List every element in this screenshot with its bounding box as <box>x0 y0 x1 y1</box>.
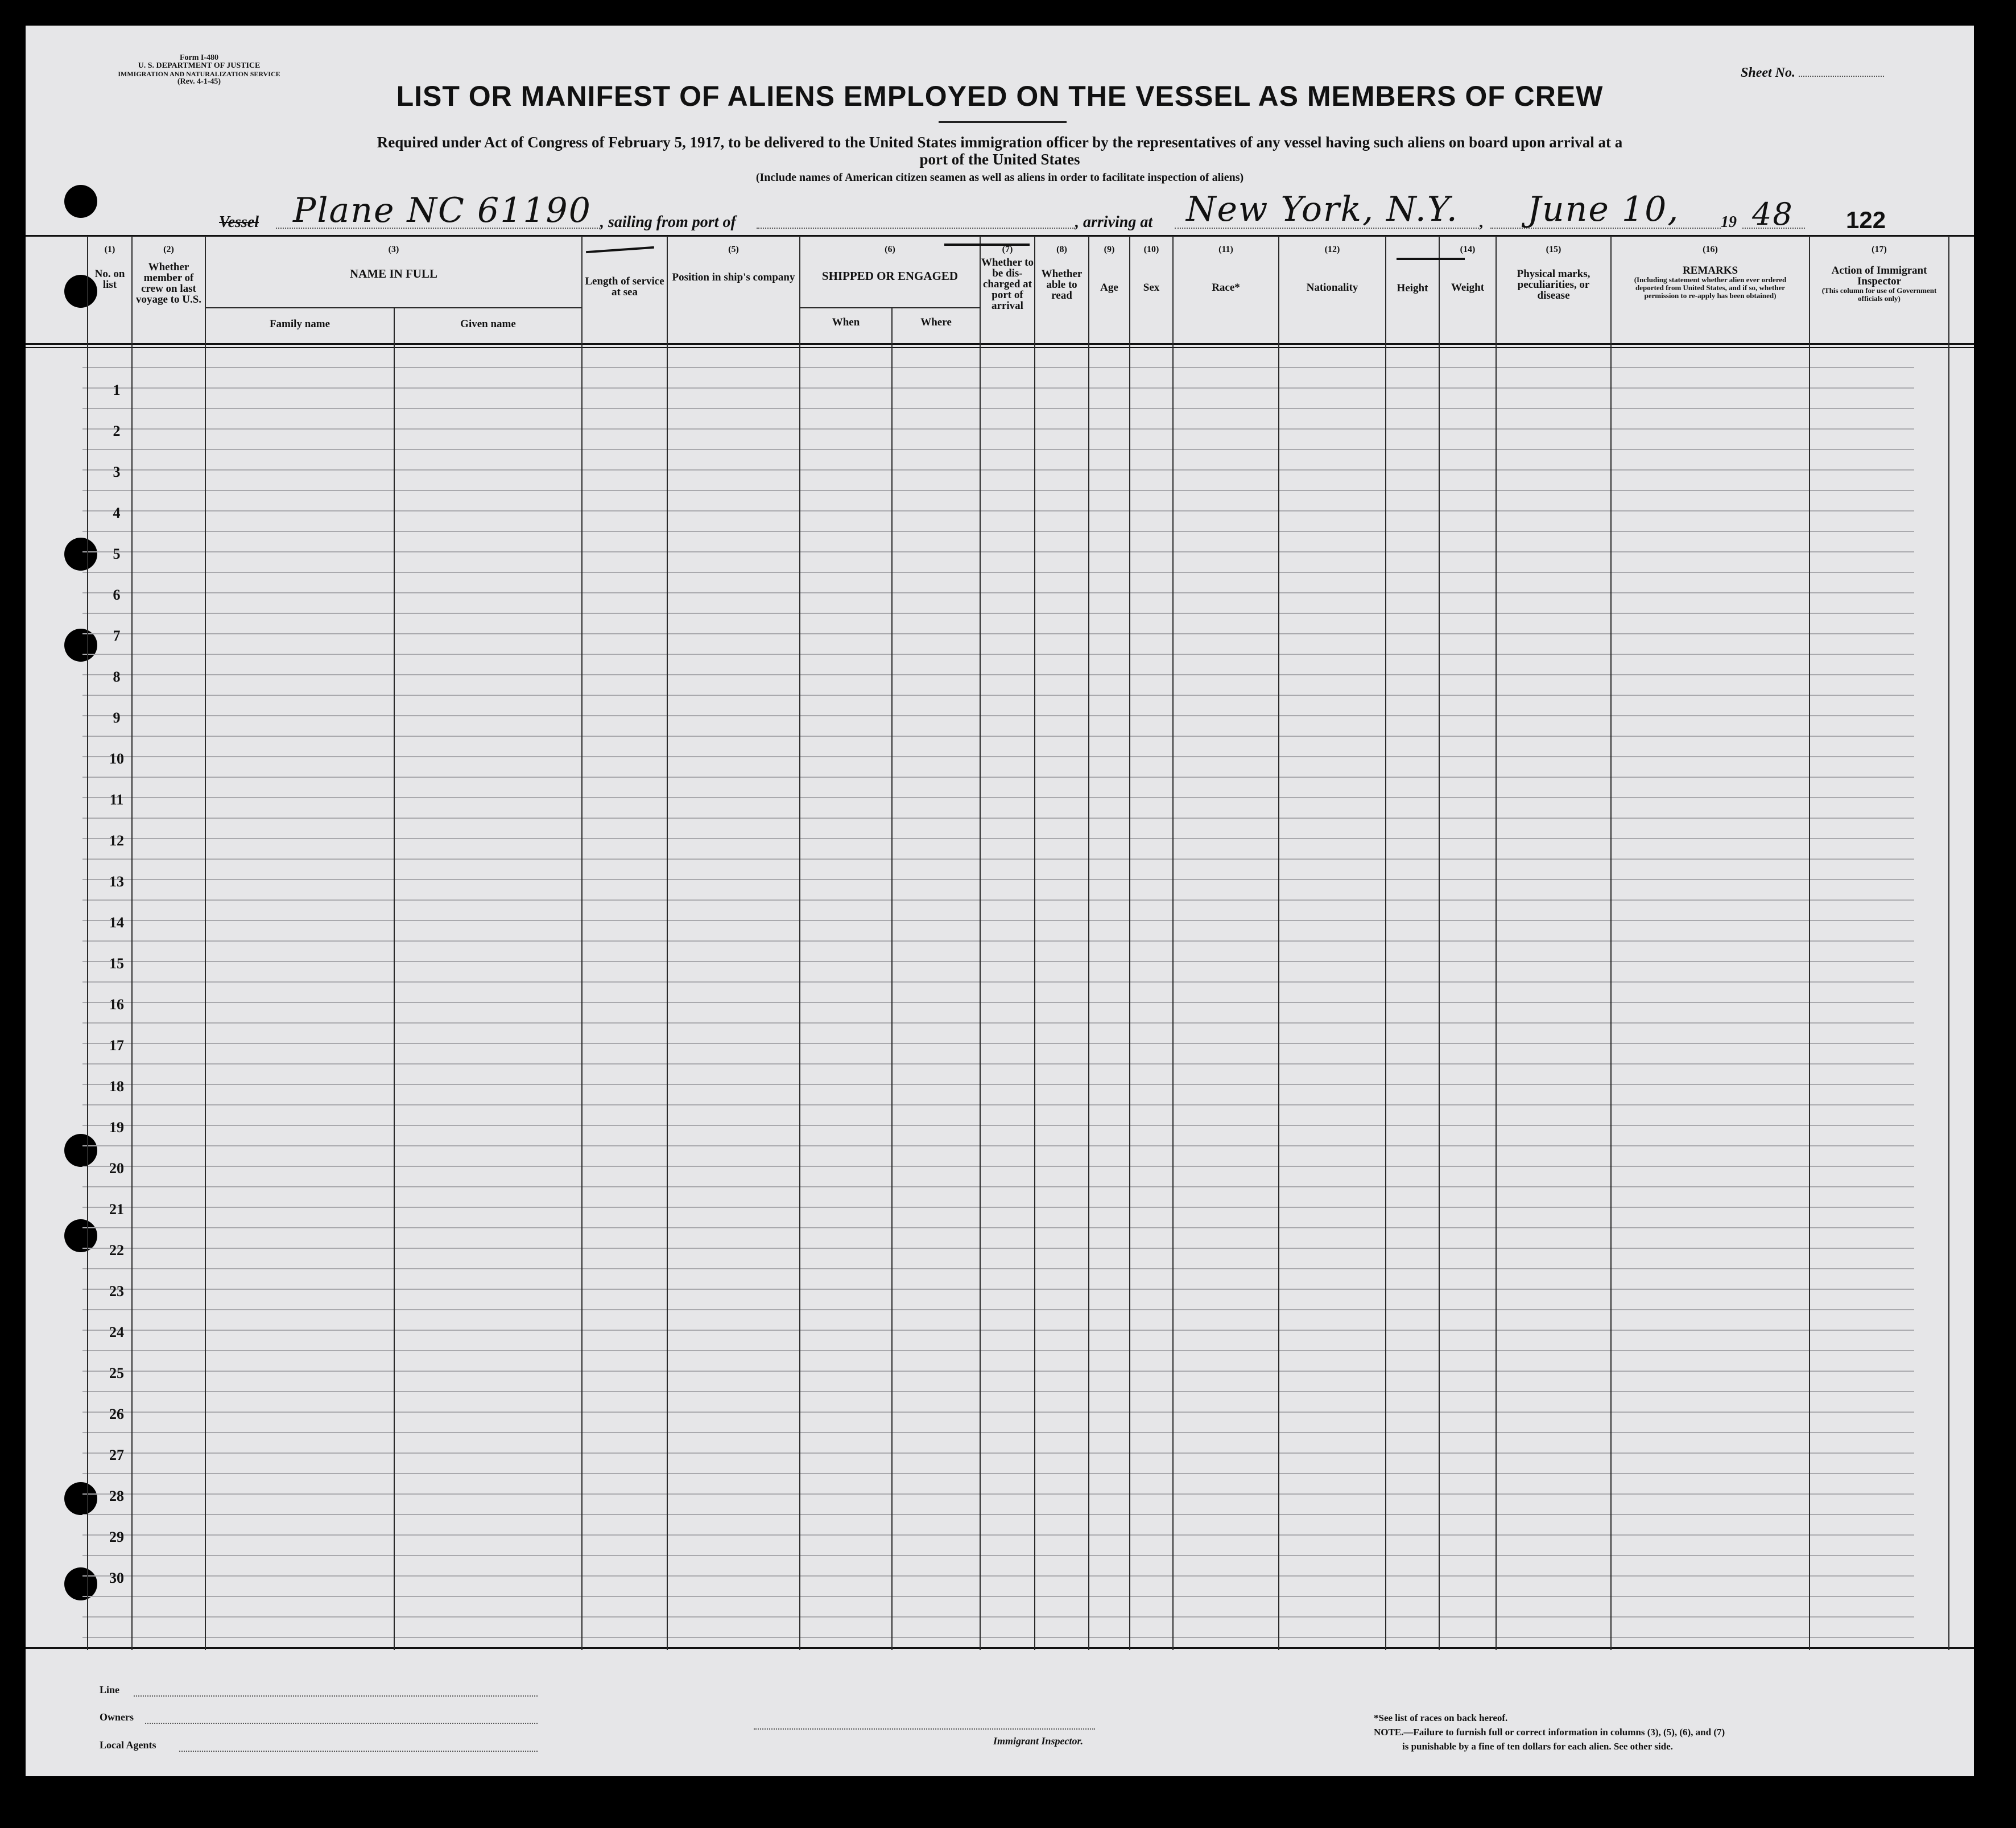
col-11-header <box>1174 245 1278 293</box>
ruled-line <box>82 859 1914 860</box>
col-15-label: Physical marks, peculiarities, or disease <box>1517 268 1591 302</box>
row-number: 27 <box>109 1447 124 1463</box>
col-8-label: Whether able to read <box>1041 268 1083 302</box>
line-field[interactable] <box>134 1695 538 1697</box>
col-divider <box>667 236 668 1650</box>
col-divider <box>1088 236 1089 1650</box>
inspector-label: Immigrant Inspector. <box>993 1735 1084 1747</box>
col-15-header <box>1497 245 1610 301</box>
row-number: 20 <box>109 1160 124 1177</box>
col-divider <box>1439 236 1440 1650</box>
ruled-line <box>82 1473 1914 1474</box>
row-number: 13 <box>109 873 124 890</box>
ruled-line <box>82 1575 1914 1577</box>
col-3-header <box>206 245 581 279</box>
col-11-number: (11) <box>1218 245 1233 254</box>
col-10-number: (10) <box>1143 245 1159 254</box>
row-number: 12 <box>109 832 124 849</box>
ruled-line <box>82 1104 1914 1105</box>
col-9-number: (9) <box>1104 245 1115 254</box>
where-header: Where <box>920 316 952 328</box>
title-rule <box>939 121 1067 123</box>
sailing-port-field[interactable] <box>757 228 1075 229</box>
row-number: 30 <box>109 1570 124 1586</box>
col-12-number: (12) <box>1324 245 1340 254</box>
col-divider <box>394 307 395 1650</box>
footer-owners-label: Owners <box>100 1711 134 1723</box>
form-rev: (Rev. 4-1-45) <box>177 77 221 86</box>
col-2-header <box>133 245 205 305</box>
date-value: June 10, <box>1527 189 1680 229</box>
ruled-line <box>82 1309 1914 1310</box>
col-17-note: (This column for use of Government officials only) <box>1821 286 1937 303</box>
ruled-line <box>82 1186 1914 1187</box>
col-3-label: NAME IN FULL <box>349 267 437 280</box>
ruled-line <box>82 613 1914 614</box>
ruled-line <box>82 1166 1914 1167</box>
col-14-label: Weight <box>1451 282 1485 294</box>
ruled-line <box>82 1637 1914 1638</box>
col-11-label: Race* <box>1212 282 1240 294</box>
col-1-number: (1) <box>104 245 115 254</box>
col-divider <box>1809 236 1810 1650</box>
col-9-header <box>1089 245 1129 293</box>
ruled-line <box>82 1145 1914 1146</box>
ruled-line <box>82 1022 1914 1024</box>
year-value: 48 <box>1752 196 1794 232</box>
ruled-line <box>82 1493 1914 1495</box>
col-10-label: Sex <box>1143 282 1160 294</box>
subtitle <box>71 134 1928 168</box>
page-title: LIST OR MANIFEST OF ALIENS EMPLOYED ON THE VESSEL AS MEMBERS OF CREW <box>396 80 1604 112</box>
row-number: 28 <box>109 1488 124 1504</box>
ruled-line <box>82 1371 1914 1372</box>
subtitle-note: (Include names of American citizen seamen as well as aliens in order to facilitate inspection of aliens) <box>755 171 1244 184</box>
ruled-line <box>82 572 1914 573</box>
ruled-line <box>82 633 1914 634</box>
col-8-number: (8) <box>1056 245 1067 254</box>
footer-owners <box>100 1711 134 1723</box>
row-number: 26 <box>109 1406 124 1422</box>
row-number: 11 <box>109 791 124 808</box>
row-number: 4 <box>113 505 121 521</box>
sailing-label: , sailing from port of <box>600 213 736 231</box>
col-15-number: (15) <box>1546 245 1561 254</box>
col-5-header <box>668 245 799 283</box>
col-divider <box>581 236 583 1650</box>
col-12-header <box>1279 245 1385 293</box>
subtitle-line-1: Required under Act of Congress of February 5, 1917, to be delivered to the United States immigration officer by the representatives of any vessel having such aliens on board upon arrival at a <box>377 134 1623 151</box>
ruled-line <box>82 490 1914 491</box>
col-1-header <box>88 245 131 290</box>
manifest-sheet <box>26 26 1974 1776</box>
row-number: 24 <box>109 1324 124 1340</box>
ruled-line <box>82 1125 1914 1126</box>
row-number: 29 <box>109 1529 124 1545</box>
ruled-line <box>82 592 1914 593</box>
penalty-note-2: is punishable by a fine of ten dollars for each alien. See other side. <box>1402 1741 1673 1752</box>
ruled-line <box>82 387 1914 389</box>
sheet-number-label: Sheet No. <box>1741 65 1795 80</box>
col-14-number: (14) <box>1460 245 1476 254</box>
ruled-line <box>82 1412 1914 1413</box>
ruled-line <box>82 1207 1914 1208</box>
ruled-line <box>82 940 1914 942</box>
col-6-header <box>800 245 980 282</box>
ruled-line <box>82 899 1914 901</box>
ruled-line <box>82 1227 1914 1228</box>
col-divider <box>1496 236 1497 1650</box>
ruled-line <box>82 551 1914 552</box>
ruled-line <box>82 1084 1914 1085</box>
ruled-line <box>82 531 1914 532</box>
row-number: 5 <box>113 546 121 562</box>
col-divider <box>1034 236 1035 1650</box>
col-17-label: Action of Immigrant Inspector <box>1831 265 1927 287</box>
ruled-line <box>82 510 1914 511</box>
penalty-note-1: NOTE.—Failure to furnish full or correct information in columns (3), (5), (6), and (7) <box>1374 1727 1725 1738</box>
ruled-line <box>82 777 1914 778</box>
ruled-line <box>82 1248 1914 1249</box>
form-dept: U. S. DEPARTMENT OF JUSTICE <box>138 61 261 70</box>
row-number: 2 <box>113 423 121 439</box>
col-17-header <box>1810 245 1948 303</box>
col-7-header <box>981 245 1034 311</box>
punch-hole <box>64 1482 97 1515</box>
vessel-label <box>219 213 259 232</box>
ruled-line <box>82 1043 1914 1044</box>
ruled-line <box>82 1289 1914 1290</box>
col-divider <box>87 236 88 1650</box>
year-prefix: 19 <box>1721 213 1737 231</box>
col-3-number: (3) <box>388 245 399 254</box>
row-number: 3 <box>113 464 121 480</box>
footer-line <box>100 1684 119 1696</box>
col-7-label: Whether to be dis-charged at port of arrival <box>981 257 1034 312</box>
row-number: 23 <box>109 1283 124 1299</box>
ruled-line <box>82 408 1914 409</box>
ruled-line <box>82 449 1914 450</box>
ruled-line <box>82 1453 1914 1454</box>
row-number: 21 <box>109 1201 124 1218</box>
footer-agents-label: Local Agents <box>100 1739 156 1751</box>
col-2-label: Whether member of crew on last voyage to U.S. <box>135 261 202 306</box>
table-top-border <box>26 235 1974 237</box>
row-number: 16 <box>109 996 124 1013</box>
ruled-line <box>82 674 1914 675</box>
col-6-number: (6) <box>885 245 895 254</box>
footer-line-label: Line <box>100 1684 120 1695</box>
table-bottom-border <box>26 1647 1974 1649</box>
ruled-line <box>82 1330 1914 1331</box>
col-divider <box>205 236 206 1650</box>
col-divider <box>1610 236 1612 1650</box>
row-number: 15 <box>109 955 124 972</box>
col-16-note: (Including statement whether alien ever ordered deported from United States, and if so, whether permission to re-apply has been obtained) <box>1634 275 1787 300</box>
ruled-line <box>82 838 1914 839</box>
sheet-number-field[interactable] <box>1799 76 1884 77</box>
punch-hole <box>64 185 97 218</box>
row-number: 17 <box>109 1037 124 1054</box>
col-1-label: No. on list <box>94 268 125 291</box>
shipped-subheader-rule <box>799 307 980 308</box>
col-divider <box>1385 236 1386 1650</box>
col-12-label: Nationality <box>1306 282 1358 294</box>
races-note: *See list of races on back hereof. <box>1374 1713 1508 1723</box>
ruled-line <box>82 961 1914 962</box>
row-number: 25 <box>109 1365 124 1381</box>
ruled-line <box>82 1596 1914 1597</box>
arriving-label: , arriving at <box>1075 213 1153 231</box>
row-number: 14 <box>109 914 124 931</box>
col-divider <box>1172 236 1174 1650</box>
col-2-number: (2) <box>163 245 174 254</box>
col-divider <box>131 236 133 1650</box>
row-number: 10 <box>109 750 124 767</box>
ruled-line <box>82 654 1914 655</box>
col-8-header <box>1035 245 1088 301</box>
row-number: 19 <box>109 1119 124 1136</box>
ruled-line <box>82 1534 1914 1536</box>
col-16-label: REMARKS <box>1682 265 1738 277</box>
inspector-signature-field[interactable] <box>754 1728 1095 1730</box>
vessel-value: Plane NC 61190 <box>293 191 592 230</box>
row-number: 18 <box>109 1078 124 1095</box>
row-number: 6 <box>113 587 121 603</box>
footer-agents <box>100 1739 156 1751</box>
col-16-header <box>1612 245 1809 300</box>
col-9-label: Age <box>1100 282 1118 294</box>
stamp-number: 122 <box>1846 207 1886 233</box>
owners-field[interactable] <box>145 1723 538 1724</box>
local-agents-field[interactable] <box>179 1751 538 1752</box>
col-13-label: Height <box>1397 282 1428 294</box>
ruled-line <box>82 1002 1914 1003</box>
ruled-line <box>82 1514 1914 1515</box>
col-divider <box>1129 236 1130 1650</box>
ruled-line <box>82 695 1914 696</box>
sheet-number <box>1741 65 1884 81</box>
arriving-value: New York, N.Y. <box>1186 189 1459 229</box>
ruled-line <box>82 367 1914 368</box>
name-subheader-rule <box>205 307 581 308</box>
punch-hole <box>64 1134 97 1167</box>
ruled-line <box>82 756 1914 757</box>
col-4-pen-mark <box>586 246 654 253</box>
form-number: Form I-480 <box>179 53 219 62</box>
col-17-number: (17) <box>1872 245 1887 254</box>
ruled-line <box>82 1432 1914 1433</box>
row-number: 7 <box>113 628 121 644</box>
col-divider <box>1278 236 1279 1650</box>
col-5-label: Position in ship's company <box>672 271 795 283</box>
col-divider <box>799 236 800 1650</box>
col-divider <box>891 307 893 1650</box>
ruled-line <box>82 981 1914 983</box>
ruled-line <box>82 1391 1914 1392</box>
row-number: 8 <box>113 669 121 685</box>
form-service: IMMIGRATION AND NATURALIZATION SERVICE <box>118 70 280 78</box>
header-bottom-border <box>26 343 1974 345</box>
ruled-line <box>82 920 1914 921</box>
ruled-line <box>82 715 1914 716</box>
ruled-line <box>82 1350 1914 1351</box>
ruled-line <box>82 428 1914 430</box>
ruled-line <box>82 736 1914 737</box>
ruled-line <box>82 879 1914 880</box>
given-name-header: Given name <box>460 318 516 330</box>
subtitle-line-2: port of the United States <box>919 151 1080 168</box>
ruled-line <box>82 469 1914 471</box>
date-separator: , <box>1479 213 1483 231</box>
ruled-line <box>82 818 1914 819</box>
header-bottom-border-2 <box>26 347 1974 348</box>
col-5-number: (5) <box>728 245 739 254</box>
col-14-header <box>1440 245 1496 293</box>
row-number: 22 <box>109 1242 124 1258</box>
row-number: 1 <box>113 382 121 398</box>
col-10-header <box>1130 245 1172 293</box>
ruled-line <box>82 1616 1914 1617</box>
ruled-line <box>82 797 1914 798</box>
col-divider <box>1948 236 1949 1650</box>
ruled-line <box>82 1063 1914 1064</box>
ruled-line <box>82 1555 1914 1556</box>
vessel-label-text: Vessel <box>219 213 259 231</box>
col-16-number: (16) <box>1703 245 1718 254</box>
family-name-header: Family name <box>269 318 331 330</box>
col-6-label: SHIPPED OR ENGAGED <box>821 269 959 283</box>
col-divider <box>980 236 981 1650</box>
col-4-label: Length of service at sea <box>585 275 664 298</box>
ruled-line <box>82 1268 1914 1269</box>
when-header: When <box>832 316 860 328</box>
col-7-number: (7) <box>1002 245 1013 254</box>
row-number: 9 <box>113 709 121 726</box>
punch-hole <box>64 538 97 571</box>
